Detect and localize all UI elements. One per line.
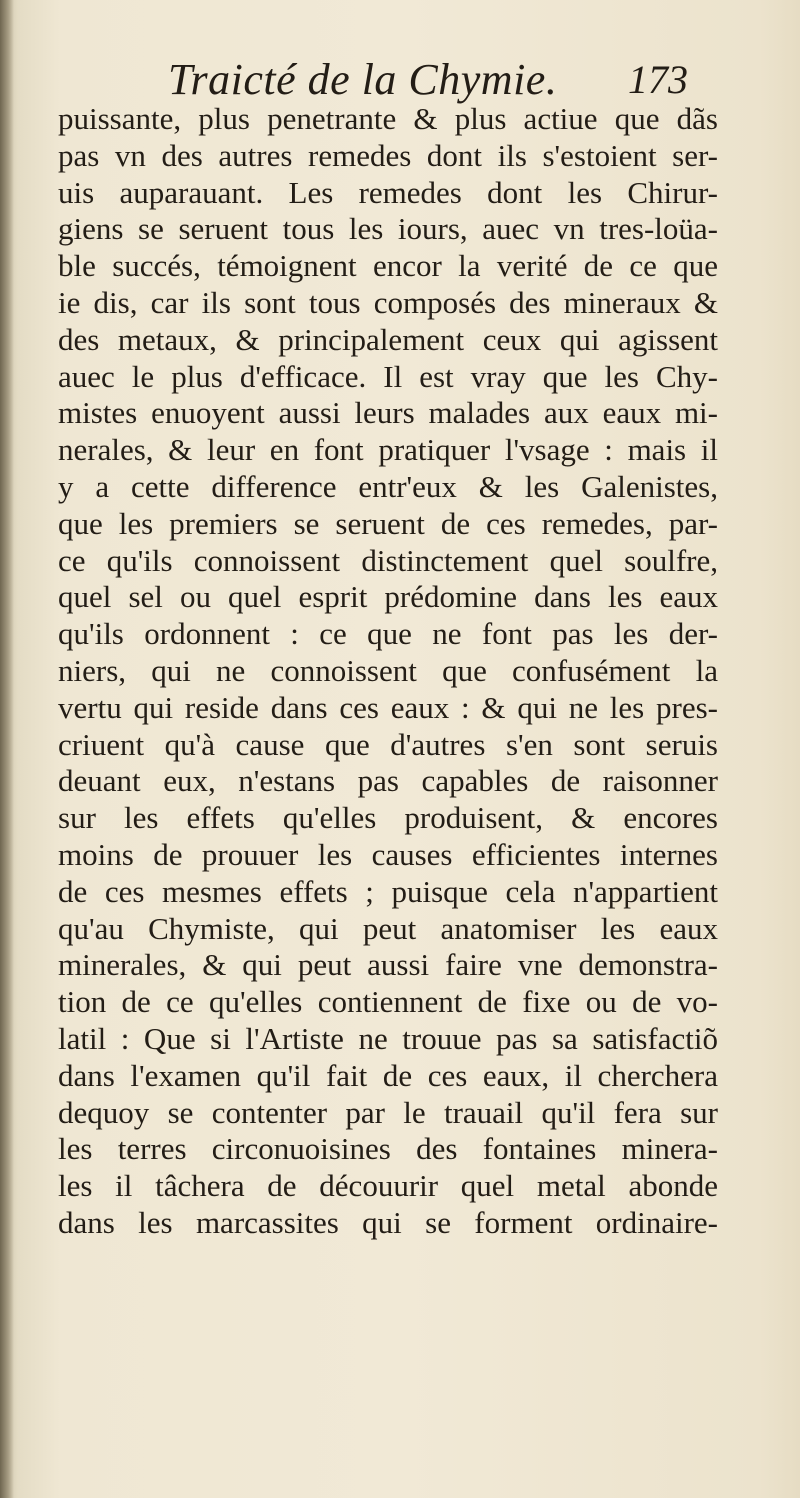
text-line: niers, qui ne connoissent que confusément la bbox=[58, 652, 718, 688]
text-line: puissante, plus penetrante & plus actiue que dãs bbox=[58, 101, 718, 136]
text-line: y a cette difference entr'eux & les Galenistes, bbox=[58, 468, 718, 504]
text-line: latil : Que si l'Artiste ne trouue pas sa satisfactiõ bbox=[58, 1020, 718, 1056]
text-line: mistes enuoyent aussi leurs malades aux eaux mi- bbox=[58, 395, 718, 431]
text-line: de ces mesmes effets ; puisque cela n'appartient bbox=[58, 873, 718, 909]
text-line: auec le plus d'efficace. Il est vray que les Chy- bbox=[58, 358, 718, 394]
text-line: uis auparauant. Les remedes dont les Chirur- bbox=[58, 174, 718, 210]
text-line: sur les effets qu'elles produisent, & encores bbox=[58, 800, 718, 836]
body-text bbox=[58, 101, 718, 1242]
text-line: dans les marcassites qui se forment ordinaire- bbox=[58, 1204, 718, 1240]
text-line: que les premiers se seruent de ces remedes, par- bbox=[58, 505, 718, 541]
text-line: moins de prouuer les causes efficientes internes bbox=[58, 836, 718, 872]
text-line: qu'ils ordonnent : ce que ne font pas les der- bbox=[58, 616, 718, 652]
text-line: giens se seruent tous les iours, auec vn tres-loüa- bbox=[58, 211, 718, 247]
text-line: nerales, & leur en font pratiquer l'vsage : mais il bbox=[58, 432, 718, 468]
text-line: ble succés, témoignent encor la verité de ce que bbox=[58, 248, 718, 284]
text-line: minerales, & qui peut aussi faire vne demonstra- bbox=[58, 947, 718, 983]
text-line: les il tâchera de découurir quel metal abonde bbox=[58, 1168, 718, 1204]
text-line: les terres circonuoisines des fontaines minera- bbox=[58, 1131, 718, 1167]
text-line: quel sel ou quel esprit prédomine dans les eaux bbox=[58, 579, 718, 615]
page-gutter-shadow bbox=[0, 0, 14, 1498]
text-line: dans l'examen qu'il fait de ces eaux, il cherchera bbox=[58, 1057, 718, 1093]
text-line: deuant eux, n'estans pas capables de raisonner bbox=[58, 763, 718, 799]
text-line: pas vn des autres remedes dont ils s'estoient ser- bbox=[58, 137, 718, 173]
running-title: Traicté de la Chymie. bbox=[168, 55, 558, 104]
text-line: tion de ce qu'elles contiennent de fixe ou de vo- bbox=[58, 984, 718, 1020]
text-line: vertu qui reside dans ces eaux : & qui ne les pres- bbox=[58, 689, 718, 725]
text-line: qu'au Chymiste, qui peut anatomiser les eaux bbox=[58, 910, 718, 946]
text-line: criuent qu'à cause que d'autres s'en sont seruis bbox=[58, 726, 718, 762]
text-line: des metaux, & principalement ceux qui agissent bbox=[58, 321, 718, 357]
text-line: ce qu'ils connoissent distinctement quel soulfre, bbox=[58, 542, 718, 578]
text-line: dequoy se contenter par le trauail qu'il fera sur bbox=[58, 1094, 718, 1130]
page-number: 173 bbox=[628, 57, 688, 102]
text-line: ie dis, car ils sont tous composés des mineraux & bbox=[58, 284, 718, 320]
